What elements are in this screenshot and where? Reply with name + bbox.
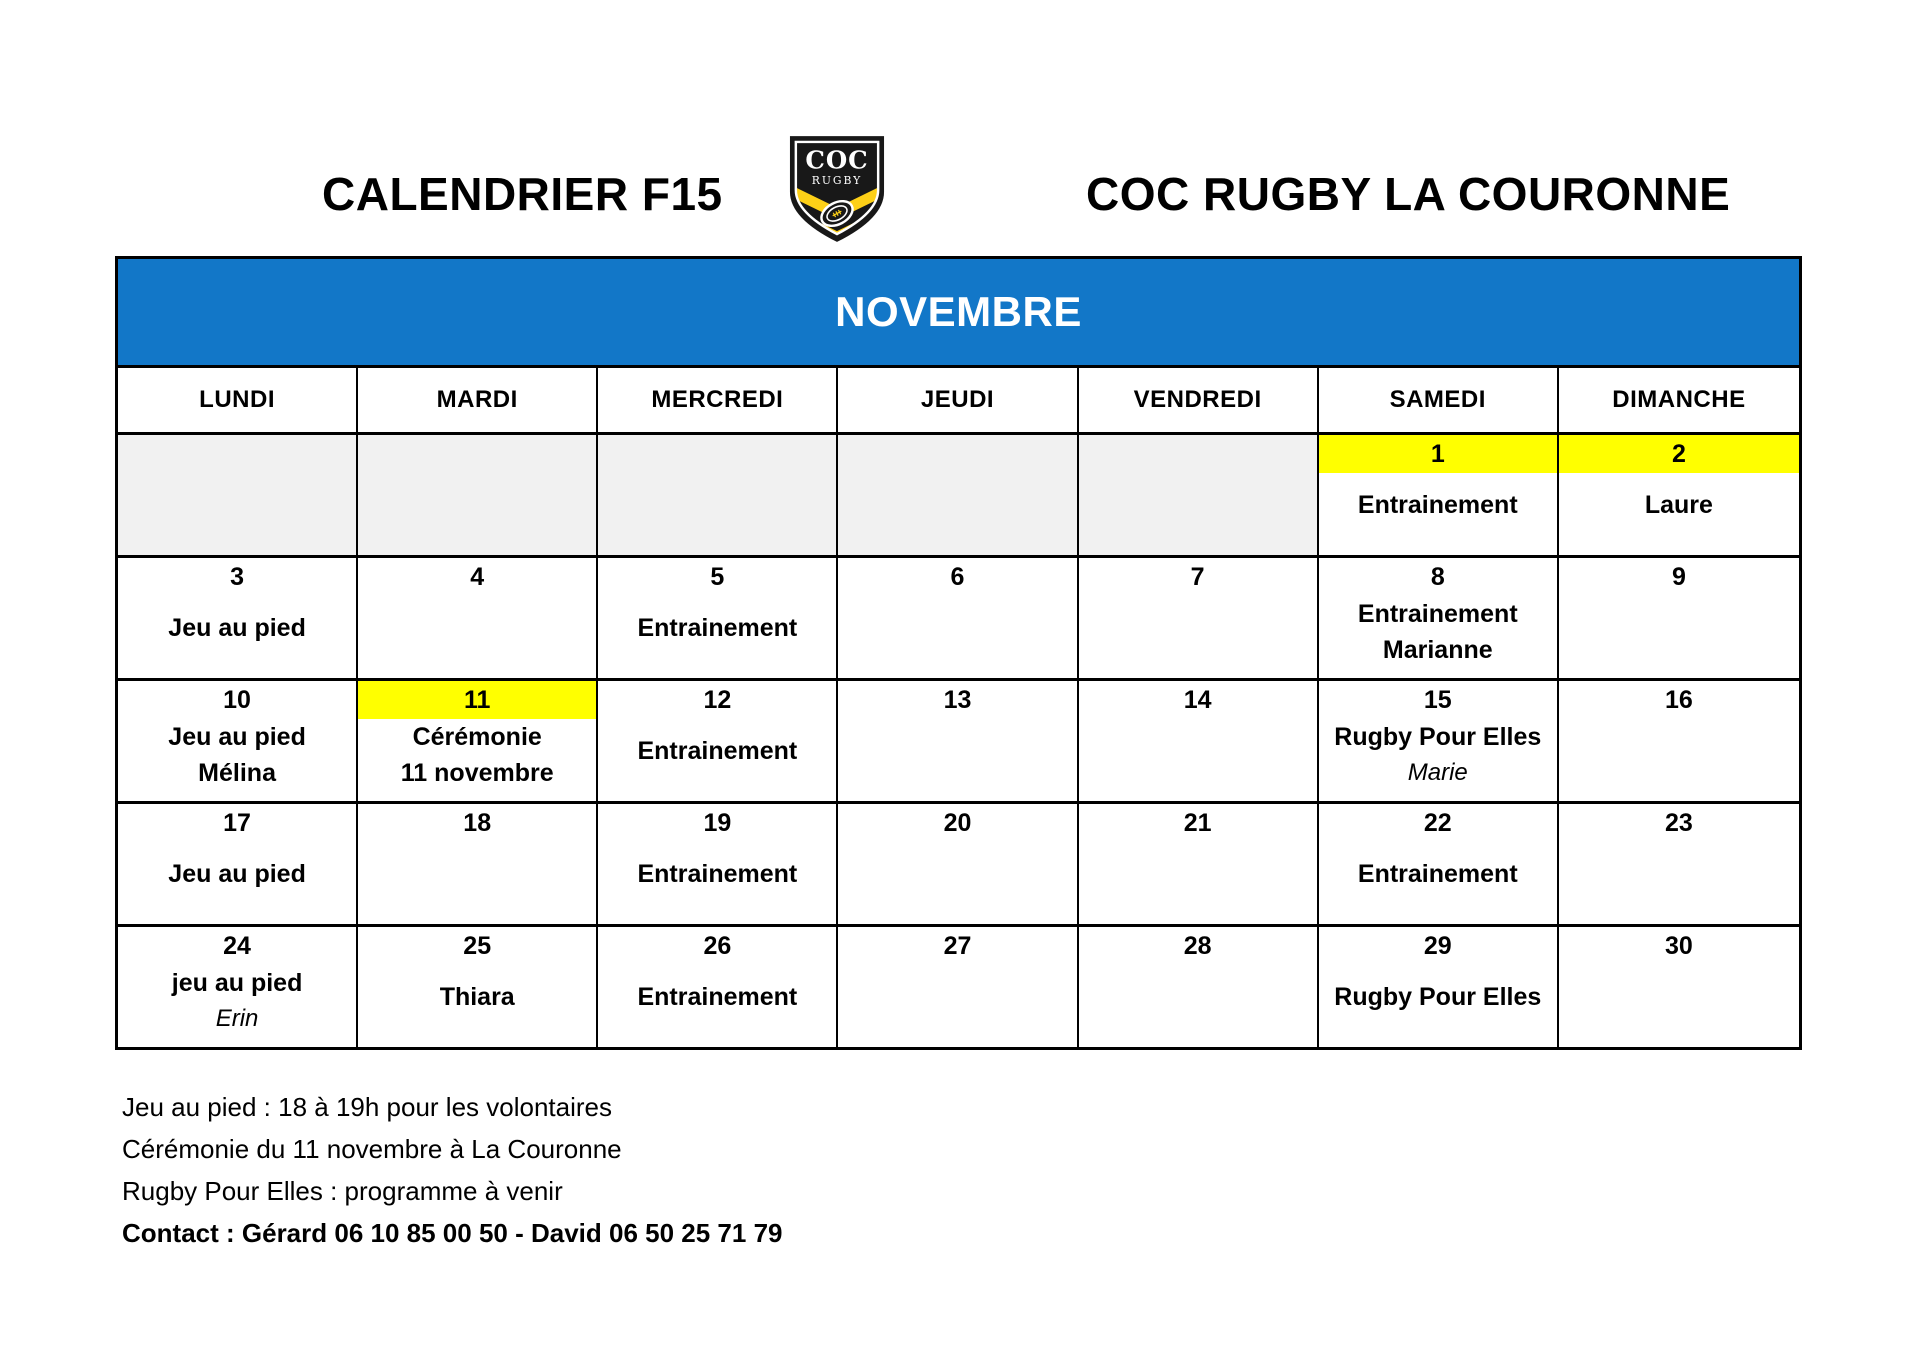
date-number: 17 [223,808,251,837]
events [1079,965,1317,1047]
day-cell-3 [118,558,358,678]
event-label: Jeu au pied [168,614,306,642]
day-header-row [118,365,1799,432]
events [118,842,356,924]
event-label: Jeu au pied [168,860,306,888]
day-cell-13 [838,681,1078,801]
week-row-2 [118,555,1799,678]
event-label: Marianne [1382,636,1493,664]
day-cell-11 [358,681,598,801]
date-number: 12 [703,685,732,714]
week-row-4 [118,801,1799,924]
event-label: Entrainement [637,983,798,1011]
events [1319,473,1557,555]
day-cell-26 [598,927,838,1047]
events [838,719,1076,801]
event-label: Entrainement [637,614,798,642]
events [1559,842,1799,924]
day-cell-12 [598,681,838,801]
day-cell-30 [1559,927,1799,1047]
note-line: Rugby Pour Elles : programme à venir [122,1176,563,1206]
day-cell-8 [1319,558,1559,678]
date-number: 24 [223,931,251,960]
day-header-dimanche: DIMANCHE [1612,386,1746,413]
event-label: Entrainement [1357,860,1518,888]
page-title-right: COC RUGBY LA COURONNE [1086,168,1731,220]
day-cell-22 [1319,804,1559,924]
day-cell-21 [1079,804,1319,924]
day-cell-4 [358,558,598,678]
date-number: 30 [1665,931,1693,960]
day-cell-empty [118,435,358,555]
day-cell-20 [838,804,1078,924]
date-number: 5 [710,562,725,591]
events [1079,842,1317,924]
note-line: Jeu au pied : 18 à 19h pour les volontaires [122,1092,613,1122]
date-number: 14 [1183,685,1212,714]
event-label: Erin [215,1005,259,1032]
date-number: 15 [1423,685,1452,714]
day-header-mercredi: MERCREDI [598,368,838,432]
events [1319,965,1557,1047]
event-label: Entrainement [637,860,798,888]
day-cell-9 [1559,558,1799,678]
event-label: Rugby Pour Elles [1334,723,1542,751]
date-number: 8 [1430,562,1445,591]
day-cell-24 [118,927,358,1047]
note-line: Cérémonie du 11 novembre à La Couronne [122,1134,622,1164]
calendar-table [115,256,1802,1050]
day-cell-19 [598,804,838,924]
day-cell-14 [1079,681,1319,801]
day-header-lundi: LUNDI [118,368,358,432]
events [1559,719,1799,801]
day-cell-empty [838,435,1078,555]
day-cell-16 [1559,681,1799,801]
date-number: 19 [703,808,732,837]
events [1559,596,1799,678]
day-cell-empty [358,435,598,555]
events [118,965,356,1055]
date-number: 26 [703,931,732,960]
date-number: 3 [230,562,245,591]
day-cell-6 [838,558,1078,678]
events [1559,473,1799,555]
date-number: 29 [1423,931,1452,960]
events [1079,719,1317,801]
date-number: 1 [1319,435,1557,473]
date-number: 21 [1183,808,1212,837]
events [118,596,356,678]
events [1319,842,1557,924]
events [1559,965,1799,1047]
day-header-vendredi: VENDREDI [1079,368,1319,432]
date-number: 22 [1423,808,1452,837]
event-label: Mélina [198,759,276,787]
date-number: 9 [1671,562,1686,591]
date-number: 27 [943,931,972,960]
month-title: NOVEMBRE [835,288,1082,335]
day-cell-29 [1319,927,1559,1047]
day-cell-15 [1319,681,1559,801]
date-number: 4 [470,562,485,591]
event-label: Entrainement [637,737,798,765]
date-number: 25 [463,931,492,960]
events [838,842,1076,924]
week-row-3 [118,678,1799,801]
event-label: Cérémonie [412,723,542,751]
date-number: 7 [1190,562,1205,591]
events [358,596,596,678]
event-label: jeu au pied [171,969,303,997]
day-cell-28 [1079,927,1319,1047]
date-number: 16 [1665,685,1693,714]
week-row-5 [118,924,1799,1047]
date-number: 28 [1183,931,1212,960]
event-label: Jeu au pied [168,723,306,751]
date-number: 10 [223,685,251,714]
events [838,596,1076,678]
events [358,719,596,809]
day-cell-empty [598,435,838,555]
event-label: Rugby Pour Elles [1334,983,1542,1011]
event-label: Thiara [439,983,515,1011]
date-number: 11 [358,681,596,719]
date-number: 6 [950,562,965,591]
event-label: 11 novembre [400,759,554,787]
events [118,719,356,809]
calendar-grid [118,432,1799,1047]
day-cell-25 [358,927,598,1047]
date-number: 18 [463,808,492,837]
events [598,719,836,801]
events [598,842,836,924]
events [358,965,596,1047]
day-cell-7 [1079,558,1319,678]
day-cell-27 [838,927,1078,1047]
event-label: Entrainement [1357,600,1518,628]
events [1319,596,1557,686]
date-number: 20 [943,808,972,837]
month-banner [118,259,1799,365]
date-number: 13 [943,685,972,714]
day-header-samedi: SAMEDI [1319,368,1559,432]
day-cell-17 [118,804,358,924]
day-cell-23 [1559,804,1799,924]
day-cell-10 [118,681,358,801]
event-label: Marie [1407,759,1468,786]
events [598,965,836,1047]
events [838,965,1076,1047]
note-line: Contact : Gérard 06 10 85 00 50 - David 06 50 25 71 79 [122,1218,783,1248]
day-cell-1 [1319,435,1559,555]
logo-text-coc: COC [805,145,869,175]
week-row-1 [118,432,1799,555]
day-header-jeudi: JEUDI [838,368,1078,432]
event-label: Entrainement [1357,491,1518,519]
day-cell-2 [1559,435,1799,555]
events [358,842,596,924]
events [1319,719,1557,809]
events [598,596,836,678]
day-cell-18 [358,804,598,924]
date-number: 2 [1559,435,1799,473]
date-number: 23 [1665,808,1693,837]
day-header-mardi: MARDI [358,368,598,432]
events [1079,596,1317,678]
logo-text-rugby: RUGBY [811,174,863,188]
day-cell-empty [1079,435,1319,555]
notes [122,1086,783,1254]
page-title-left: CALENDRIER F15 [322,168,723,220]
day-cell-5 [598,558,838,678]
event-label: Laure [1644,491,1713,519]
club-crest-logo [788,134,886,244]
